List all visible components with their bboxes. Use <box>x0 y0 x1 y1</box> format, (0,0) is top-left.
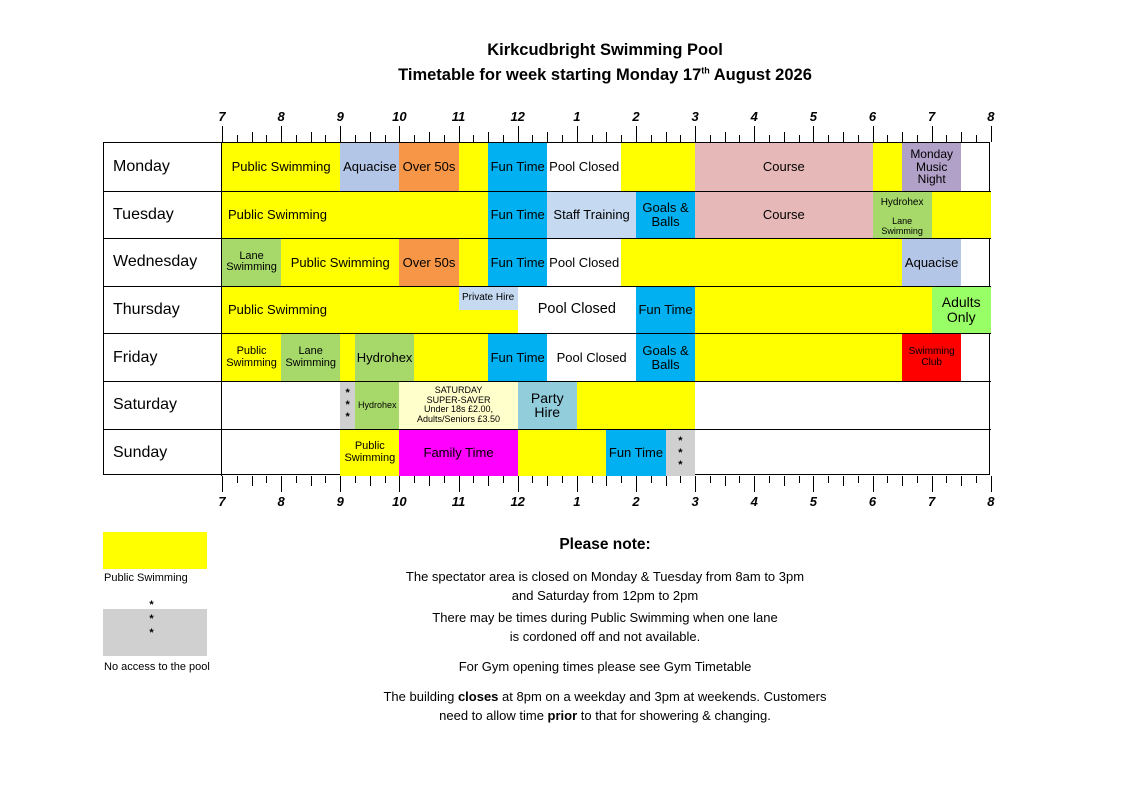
activity-block: Public Swimming <box>222 334 281 381</box>
axis-quarter-tick <box>651 135 652 142</box>
axis-quarter-tick <box>532 476 533 483</box>
axis-quarter-tick <box>666 132 667 142</box>
axis-hour-label: 7 <box>218 109 226 124</box>
axis-quarter-tick <box>606 476 607 486</box>
day-row-thursday <box>104 286 991 334</box>
activity-block: Swimming Club <box>902 334 961 381</box>
axis-quarter-tick <box>311 476 312 486</box>
axis-quarter-tick <box>666 476 667 486</box>
axis-quarter-tick <box>547 132 548 142</box>
axis-quarter-tick <box>252 476 253 486</box>
axis-hour-label: 9 <box>336 109 344 124</box>
axis-quarter-tick <box>739 476 740 483</box>
no-access-stars: * * * <box>678 434 683 471</box>
activity-block: Public Swimming <box>222 192 488 239</box>
axis-hour-label: 8 <box>277 109 285 124</box>
axis-quarter-tick <box>799 476 800 483</box>
axis-quarter-tick <box>961 132 962 142</box>
activity-block: Hydrohex <box>355 334 414 381</box>
axis-quarter-tick <box>562 135 563 142</box>
axis-hour-tick <box>459 476 460 492</box>
axis-hour-label: 7 <box>928 494 936 509</box>
axis-quarter-tick <box>266 476 267 483</box>
axis-quarter-tick <box>710 476 711 483</box>
axis-hour-tick <box>991 476 992 492</box>
axis-quarter-tick <box>725 132 726 142</box>
axis-quarter-tick <box>799 135 800 142</box>
axis-quarter-tick <box>621 135 622 142</box>
axis-quarter-tick <box>828 135 829 142</box>
notes-title: Please note: <box>559 536 651 553</box>
axis-quarter-tick <box>606 132 607 142</box>
axis-hour-label: 2 <box>632 494 640 509</box>
activity-block <box>695 334 902 381</box>
axis-quarter-tick <box>429 132 430 142</box>
axis-quarter-tick <box>311 132 312 142</box>
axis-quarter-tick <box>976 135 977 142</box>
note-building-line-2 <box>300 706 910 725</box>
axis-quarter-tick <box>887 476 888 483</box>
activity-block <box>621 239 902 286</box>
axis-hour-label: 6 <box>868 109 877 124</box>
day-row-monday <box>104 143 991 191</box>
notes-block <box>300 567 910 725</box>
axis-hour-label: 4 <box>750 109 758 124</box>
axis-quarter-tick <box>532 135 533 142</box>
activity-block: Goals & Balls <box>636 192 695 239</box>
axis-hour-label: 7 <box>928 109 936 124</box>
note-building-text-a: The building <box>383 689 458 704</box>
axis-hour-label: 9 <box>336 494 344 509</box>
activity-block <box>695 287 932 334</box>
axis-quarter-tick <box>710 135 711 142</box>
note-spectator-line-1: The spectator area is closed on Monday & Tuesday from 8am to 3pm <box>405 569 805 584</box>
activity-sub-block: Hydrohex <box>873 192 932 215</box>
axis-hour-label: 5 <box>809 494 818 509</box>
axis-hour-tick <box>754 476 755 492</box>
axis-hour-label: 11 <box>451 109 466 124</box>
axis-quarter-tick <box>621 476 622 483</box>
axis-hour-tick <box>281 126 282 142</box>
axis-quarter-tick <box>503 476 504 483</box>
activity-block <box>621 143 695 191</box>
title-date-suffix: August 2026 <box>709 66 812 84</box>
legend-no-access-label: No access to the pool <box>104 661 210 673</box>
axis-hour-label: 3 <box>691 494 699 509</box>
axis-hour-tick <box>577 126 578 142</box>
note-building-prior: prior <box>547 708 578 723</box>
legend-no-access-stars: * * * <box>149 599 154 639</box>
axis-quarter-tick <box>946 135 947 142</box>
axis-hour-label: 10 <box>392 109 407 124</box>
day-label: Sunday <box>104 430 222 477</box>
title-date-superscript: th <box>701 65 710 76</box>
axis-hour-label: 1 <box>573 109 581 124</box>
axis-quarter-tick <box>784 132 785 142</box>
axis-quarter-tick <box>902 476 903 486</box>
activity-sub-block <box>459 310 518 333</box>
axis-quarter-tick <box>769 135 770 142</box>
activity-block <box>577 382 695 429</box>
activity-block <box>414 334 488 381</box>
day-label: Monday <box>104 143 222 191</box>
axis-hour-label: 5 <box>809 109 818 124</box>
axis-quarter-tick <box>843 132 844 142</box>
time-axis-top <box>0 109 1123 143</box>
axis-hour-label: 11 <box>451 494 466 509</box>
axis-quarter-tick <box>473 476 474 483</box>
axis-quarter-tick <box>917 476 918 483</box>
activity-block <box>873 192 932 239</box>
activity-block: Over 50s <box>399 143 458 191</box>
axis-quarter-tick <box>592 476 593 483</box>
axis-quarter-tick <box>296 135 297 142</box>
axis-hour-tick <box>222 476 223 492</box>
activity-block: Family Time <box>399 430 517 477</box>
axis-quarter-tick <box>917 135 918 142</box>
axis-quarter-tick <box>858 476 859 483</box>
axis-quarter-tick <box>902 132 903 142</box>
axis-hour-tick <box>518 476 519 492</box>
activity-block: Staff Training <box>547 192 636 239</box>
activity-block: Course <box>695 192 872 239</box>
activity-block: Public Swimming <box>222 143 340 191</box>
activity-block: Pool Closed <box>547 143 621 191</box>
axis-hour-tick <box>340 126 341 142</box>
timetable-grid <box>103 142 990 475</box>
day-label: Wednesday <box>104 239 222 286</box>
axis-hour-tick <box>636 476 637 492</box>
axis-quarter-tick <box>444 476 445 483</box>
axis-quarter-tick <box>769 476 770 483</box>
legend-public-swimming-swatch <box>103 532 207 569</box>
activity-block: Pool Closed <box>547 334 636 381</box>
legend-public-swimming-label: Public Swimming <box>104 572 188 584</box>
note-building-text-d: need to allow time <box>439 708 548 723</box>
axis-quarter-tick <box>858 135 859 142</box>
activity-block: Lane Swimming <box>281 334 340 381</box>
axis-hour-label: 3 <box>691 109 699 124</box>
axis-quarter-tick <box>680 476 681 483</box>
axis-hour-tick <box>813 476 814 492</box>
axis-quarter-tick <box>414 135 415 142</box>
activity-block: Adults Only <box>932 287 991 334</box>
activity-block <box>932 192 991 239</box>
day-row-wednesday <box>104 238 991 286</box>
axis-hour-tick <box>222 126 223 142</box>
axis-quarter-tick <box>444 135 445 142</box>
no-access-stars: * * * <box>345 387 350 424</box>
axis-quarter-tick <box>488 132 489 142</box>
axis-quarter-tick <box>325 476 326 483</box>
axis-quarter-tick <box>252 132 253 142</box>
axis-hour-tick <box>873 126 874 142</box>
activity-block: Aquacise <box>902 239 961 286</box>
activity-block <box>459 287 518 334</box>
activity-block <box>873 143 903 191</box>
activity-block <box>666 430 696 477</box>
activity-block: Fun Time <box>488 192 547 239</box>
title-line-2 <box>0 63 1123 88</box>
axis-hour-tick <box>695 126 696 142</box>
activity-block <box>340 382 355 429</box>
title-line-1: Kirkcudbright Swimming Pool <box>487 41 723 59</box>
axis-hour-tick <box>813 126 814 142</box>
axis-quarter-tick <box>370 476 371 486</box>
axis-quarter-tick <box>946 476 947 483</box>
day-row-saturday <box>104 381 991 429</box>
axis-quarter-tick <box>562 476 563 483</box>
axis-quarter-tick <box>843 476 844 486</box>
activity-block <box>340 334 355 381</box>
activity-block: Lane Swimming <box>222 239 281 286</box>
axis-hour-label: 10 <box>392 494 407 509</box>
day-label: Friday <box>104 334 222 381</box>
axis-hour-tick <box>281 476 282 492</box>
axis-quarter-tick <box>385 476 386 483</box>
activity-block: Hydrohex <box>355 382 399 429</box>
axis-quarter-tick <box>488 476 489 486</box>
activity-block: Pool Closed <box>547 239 621 286</box>
axis-hour-tick <box>991 126 992 142</box>
axis-hour-tick <box>459 126 460 142</box>
day-label: Tuesday <box>104 192 222 239</box>
day-label: Thursday <box>104 287 222 334</box>
axis-quarter-tick <box>887 135 888 142</box>
activity-block: Monday Music Night <box>902 143 961 191</box>
day-row-friday <box>104 333 991 381</box>
axis-quarter-tick <box>503 135 504 142</box>
axis-quarter-tick <box>325 135 326 142</box>
axis-quarter-tick <box>784 476 785 486</box>
axis-hour-label: 12 <box>510 494 525 509</box>
axis-quarter-tick <box>355 476 356 483</box>
day-row-sunday <box>104 429 991 477</box>
day-label: Saturday <box>104 382 222 429</box>
axis-hour-label: 1 <box>573 494 581 509</box>
time-axis-bottom <box>0 476 1123 510</box>
activity-block: Over 50s <box>399 239 458 286</box>
axis-hour-label: 8 <box>987 494 995 509</box>
axis-quarter-tick <box>237 476 238 483</box>
note-building-text-f: to that for showering & changing. <box>577 708 771 723</box>
axis-hour-label: 12 <box>510 109 525 124</box>
axis-quarter-tick <box>828 476 829 483</box>
axis-quarter-tick <box>355 135 356 142</box>
axis-hour-tick <box>932 476 933 492</box>
activity-block: Fun Time <box>606 430 665 477</box>
activity-block: Public Swimming <box>281 239 399 286</box>
axis-quarter-tick <box>473 135 474 142</box>
activity-block <box>459 143 489 191</box>
axis-hour-tick <box>577 476 578 492</box>
axis-quarter-tick <box>961 476 962 486</box>
activity-block: Aquacise <box>340 143 399 191</box>
note-lane-line-2: is cordoned off and not available. <box>509 629 701 644</box>
axis-quarter-tick <box>976 476 977 483</box>
note-spectator-line-2: and Saturday from 12pm to 2pm <box>511 588 699 603</box>
axis-quarter-tick <box>680 135 681 142</box>
axis-quarter-tick <box>414 476 415 483</box>
axis-quarter-tick <box>739 135 740 142</box>
activity-block: Fun Time <box>636 287 695 334</box>
axis-hour-tick <box>695 476 696 492</box>
axis-hour-label: 8 <box>277 494 285 509</box>
axis-hour-tick <box>340 476 341 492</box>
activity-block: SATURDAY SUPER-SAVER Under 18s £2.00, Adults/Seniors £3.50 <box>399 382 517 429</box>
activity-block: Goals & Balls <box>636 334 695 381</box>
axis-hour-tick <box>399 126 400 142</box>
activity-block: Fun Time <box>488 334 547 381</box>
activity-block: Fun Time <box>488 239 547 286</box>
axis-hour-label: 8 <box>987 109 995 124</box>
activity-block: Course <box>695 143 872 191</box>
activity-block: Public Swimming <box>340 430 399 477</box>
axis-quarter-tick <box>370 132 371 142</box>
axis-hour-tick <box>399 476 400 492</box>
axis-hour-label: 2 <box>632 109 640 124</box>
note-building-text-c: at 8pm on a weekday and 3pm at weekends. Customers <box>498 689 827 704</box>
axis-quarter-tick <box>592 135 593 142</box>
activity-block: Pool Closed <box>518 287 636 334</box>
axis-hour-tick <box>636 126 637 142</box>
axis-hour-tick <box>873 476 874 492</box>
axis-quarter-tick <box>429 476 430 486</box>
activity-block: Fun Time <box>488 143 547 191</box>
note-building-line-1 <box>300 687 910 706</box>
note-lane-line-1: There may be times during Public Swimming when one lane <box>432 610 778 625</box>
activity-block: Party Hire <box>518 382 577 429</box>
note-gym: For Gym opening times please see Gym Timetable <box>458 659 752 674</box>
activity-sub-block: Private Hire <box>459 287 518 310</box>
axis-hour-tick <box>754 126 755 142</box>
title-date-prefix: Timetable for week starting Monday 17 <box>398 66 702 84</box>
axis-quarter-tick <box>266 135 267 142</box>
axis-quarter-tick <box>296 476 297 483</box>
axis-hour-tick <box>932 126 933 142</box>
day-row-tuesday <box>104 191 991 239</box>
axis-quarter-tick <box>237 135 238 142</box>
note-building-closes: closes <box>457 689 499 704</box>
activity-block <box>459 239 489 286</box>
activity-block <box>518 430 607 477</box>
axis-quarter-tick <box>385 135 386 142</box>
axis-quarter-tick <box>651 476 652 483</box>
axis-hour-label: 4 <box>750 494 758 509</box>
page-title <box>0 38 1123 88</box>
axis-quarter-tick <box>547 476 548 486</box>
axis-quarter-tick <box>725 476 726 486</box>
axis-hour-label: 7 <box>218 494 226 509</box>
axis-hour-tick <box>518 126 519 142</box>
activity-sub-block: Lane Swimming <box>873 215 932 238</box>
axis-hour-label: 6 <box>868 494 877 509</box>
activity-block: Public Swimming <box>222 287 459 334</box>
